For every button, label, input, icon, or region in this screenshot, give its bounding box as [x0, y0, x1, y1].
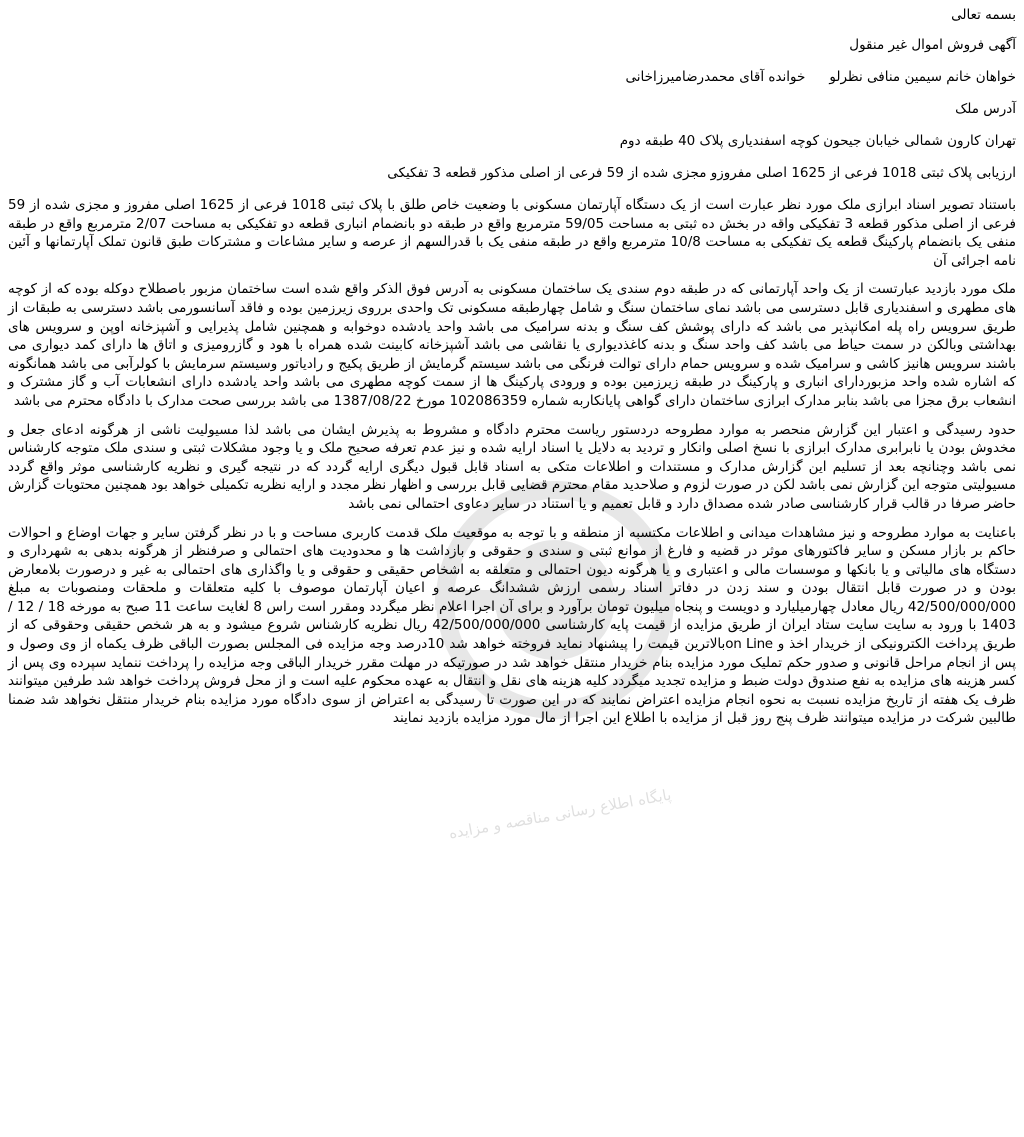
basmala: بسمه تعالی	[951, 7, 1016, 23]
requester-name: خواهان خانم سیمین منافی نظرلو	[829, 69, 1016, 85]
page-title: آگهی فروش اموال غیر منقول	[849, 37, 1016, 53]
paragraph-documents: باستناد تصویر اسناد ابرازی ملک مورد نظر عبارت است از یک دستگاه آپارتمان مسکونی با وضعیت خاص طلق با پلاک ثبتی 1018 فرعی از 1625 اصلی مفروز و مجزی شده از 59 فرعی از اصلی مذکور قطعه 3 تفکیکی واقه در بخش ده ثبتی به مساحت 59/05 مترمربع واقع در طبقه دو بانضمام انباری قطعه دو تفکیکی به مساحت 2/07 مترمربع واقع در طبقه منفی یک بانضمام پارکینگ قطعه یک تفکیکی به مساحت 10/8 مترمربع واقع در طبقه منفی یک با قدرالسهم از عرصه و سایر مشاعات و مشترکات طبق قانون تملک آپارتمانها و آئین نامه اجرائی آن	[8, 197, 1017, 269]
paragraph-valuation: باعنایت به موارد مطروحه و نیز مشاهدات میدانی و اطلاعات مکتسبه از منطقه و با توجه به موقعیت ملک قدمت کاربری مساحت و با در نظر گرفتن سایر و جهات اوضاع و احوالات حاکم بر بازار مسکن و سایر فاکتورهای موثر در قضیه و فارغ از موانع ثبتی و سندی و حقوقی و بازداشت ها و محدودیت های احتمالی و صرفنظر از هرگونه بدهی به شهرداری و دستگاه های مالیاتی و یا بانکها و موسسات مالی و اعتباری و یا هرگونه دیون احتمالی و متعلقه به اشخاص حقیقی و حقوقی و یا واگذاری های احتمالی به غیر و درصورت بلامعارض بودن و در صورت قابل انتقال بودن و سند زدن در دفاتر اسناد رسمی ارزش ششدانگ عرصه و اعیان آپارتمان موصوف با کلیه متعلقات و ملحقات ومنصوبات به مبلغ 42/500/000/000 ریال معادل چهارمیلیارد و دویست و پنجاه میلیون تومان برآورد و برای آن اجرا اعلام نظر میگردد ومقرر است راس 8 لغایت ساعت 11 صبح به مورخه 18 / 12 / 1403 با ورود به سایت سایت ستاد ایران از طریق مزایده از قیمت پایه کارشناسی 42/500/000/000 ریال نظریه کارشناس شروع میشود و به هر شخص حقیقی وحقوقی که از طریق پرداخت الکترونیکی از خریدار اخذ و on Lineبالاترین قیمت را پیشنهاد نماید فروخته خواهد شد 10درصد وجه مزایده فی المجلس بصورت الباقی ظرف یکماه از وی وصول و پس از انجام مراحل قانونی و صدور حکم تملیک مورد مزایده بنام خریدار منتقل خواهد شد در صورتیکه در مهلت مقرر خریدار الباقی وجه مزایده را پرداخت ننماید سپرده وی پس از کسر هزینه های مزایده به نفع صندوق دولت ضبط و مزایده تجدید میگردد کلیه هزینه های نقل و انتقال به عهده محکوم علیه است و از محل فروش پرداخت خواهد شد طرفین میتوانند ظرف یک هفته از تاریخ مزایده نسبت به نحوه انجام مزایده اعتراض نمایند که در این صورت تا رسیدگی به اعتراض از سوی دادگاه مورد مزایده بنام خریدار منتقل نخواهد شد ضمنا طالبین شرکت در مزایده میتوانند ظرف پنج روز قبل از مزایده با اطلاع این اجرا از مال مورد مزایده بازدید نمایند	[8, 524, 1016, 727]
address-value: تهران کارون شمالی خیابان جیحون کوچه اسفندیاری پلاک 40 طبقه دوم	[619, 133, 1016, 149]
watermark-text: پایگاه اطلاع رسانی مناقصه و مزایده	[447, 785, 673, 843]
caller-name: خوانده آقای محمدرضامیرزاخانی	[625, 69, 806, 85]
parties-row	[8, 68, 1016, 86]
paragraph-description: ملک مورد بازدید عبارتست از یک واحد آپارتمانی که در طبقه دوم سندی یک ساختمان مسکونی به آدرس فوق الذکر واقع شده است ساختمان مزبور باصطلاح دوکله بوده که از کوچه های مطهری و اسفندیاری قابل دسترسی می باشد نمای ساختمان سنگ و شامل چهارطبقه مسکونی تک واحدی برروی زیرزمین بوده و فاقد آسانسورمی باشد دسترسی به طبقات از طریق سرویس راه پله امکانپذیر می باشد که دارای پوشش کف سنگ و بدنه سرامیک می باشد واحد یادشده دوخوابه و همچنین شامل پذیرایی و آشپزخانه اوپن و سرویس های بهداشتی وبالکن در سمت حیاط می باشد کف واحد سنگ و بدنه کاغذدیواری یا نقاشی می باشد آشپزخانه کابینت شده همراه با هود و گازرومیزی و اتاق ها دارای کمد دیواری می باشند سرویس هانیز کاشی و سرامیک شده و سرویس حمام دارای توالت فرنگی می باشد سیستم گرمایش از طریق پکیج و رادیاتور وسیستم سرمایش با کولرآبی می باشد همانگونه که اشاره شده واحد مزبوردارای انباری و پارکینگ در طبقه زیرزمین بوده و ورودی پارکینگ ها از سمت کوچه مطهری می باشد واحد یادشده دارای انشعابات آب و گاز مشترک و انشعاب برق مجزا می باشد بنابر مدارک ابرازی ساختمان دارای گواهی پایانکاربه شماره 102086359 مورخ 1387/08/22 می باشد بررسی صحت مدارک با دادگاه محترم می باشد	[8, 281, 1016, 409]
address-label: آدرس ملک	[955, 101, 1016, 117]
announcement-content	[8, 6, 1016, 728]
subject-line: ارزیابی پلاک ثبتی 1018 فرعی از 1625 اصلی مفروزو مجزی شده از 59 فرعی از اصلی مذکور قطعه 3 تفکیکی	[387, 165, 1016, 181]
paragraph-liability: حدود رسیدگی و اعتبار این گزارش منحصر به موارد مطروحه دردستور ریاست محترم دادگاه و مشروط به پذیرش ایشان می باشد لذا مسیولیت ناشی از هرگونه ادعای جعل و مخدوش بودن یا نابرابری مدارک ابرازی با نسخ اصلی وانکار و تردید به دلایل یا اسناد ارایه شده و نیز عدم تعرفه صحیح ملک و یا وجود مشکلات ثبتی و سندی ملک متوجه کارشناس نمی باشد وچنانچه بعد از تسلیم این گزارش مدارک و مستندات و اطلاعات متکی به اسناد قابل قبول دیگری ارایه گردد که در نتیجه گیری و نظریه کارشناسی موثر واقع گردد مسیولیتی متوجه این گزارش نمی باشد لکن در صورت لزوم و صلاحدید مقام محترم قضایی قابل بررسی و اظهار نظر مجدد و ارایه نظریه تکمیلی خواهد بود همچنین محتویات گزارش حاضر صرفا در قالب قرار کارشناسی صادر شده مصداق دارد و قابل تعمیم و یا استناد در سایر دعاوی احتمالی نمی باشد	[7, 421, 1016, 512]
